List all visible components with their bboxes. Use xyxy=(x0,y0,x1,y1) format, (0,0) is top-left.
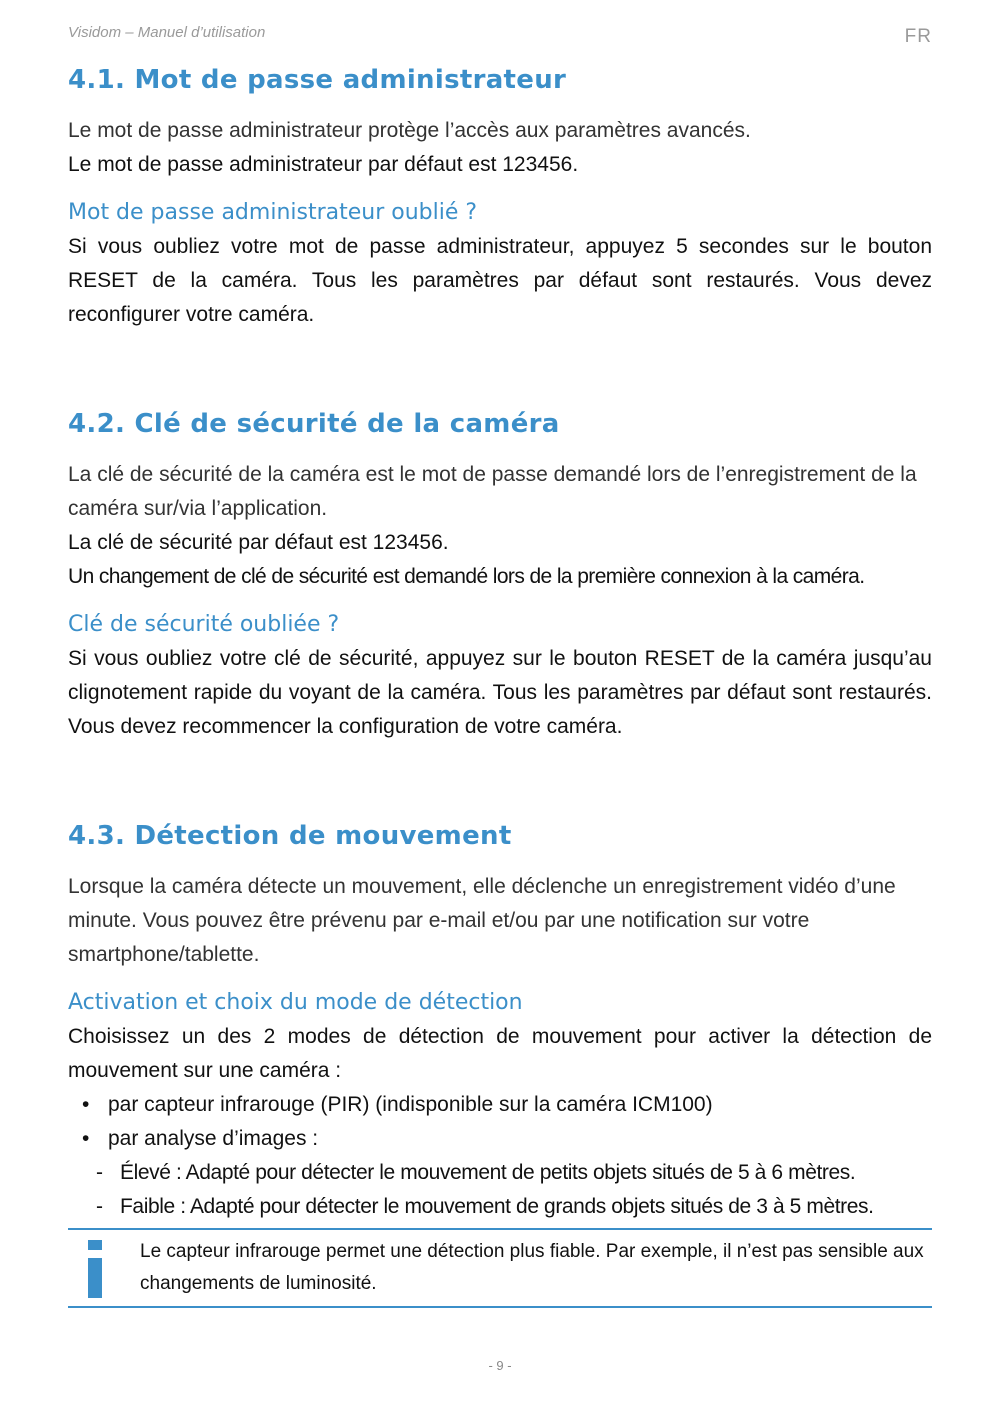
detection-mode-text: Choisissez un des 2 modes de détection de mouvement pour activer la détection de mouvement sur une caméra : xyxy=(68,1025,932,1082)
subsection-title-security-key-forgotten: Clé de sécurité oubliée ? xyxy=(68,612,340,637)
subsection-title-admin-password-forgotten: Mot de passe administrateur oublié ? xyxy=(68,200,478,225)
document-title: Visidom – Manuel d’utilisation xyxy=(68,24,266,41)
security-key-intro: La clé de sécurité de la caméra est le mot de passe demandé lors de l’enregistrement de la caméra sur/via l’application. xyxy=(68,463,917,520)
image-analysis-levels xyxy=(68,1156,932,1224)
motion-detection-intro: Lorsque la caméra détecte un mouvement, elle déclenche un enregistrement vidéo d’une minute. Vous pouvez être prévenu par e-mail et/ou par une notification sur votre smartphone/tablette. xyxy=(68,875,896,966)
security-key-forgotten-text: Si vous oubliez votre clé de sécurité, appuyez sur le bouton RESET de la caméra jusqu’au clignotement rapide du voyant de la caméra. Tous les paramètres par défaut sont restaurés. Vous devez recommencer la configuration de votre caméra. xyxy=(68,647,932,738)
section-title-motion-detection: 4.3. Détection de mouvement xyxy=(68,821,512,851)
bullet-icon: • xyxy=(82,1093,90,1116)
list-item: • par capteur infrarouge (PIR) (indisponible sur la caméra ICM100) xyxy=(68,1088,932,1122)
info-icon xyxy=(88,1240,102,1298)
bullet-icon: • xyxy=(82,1127,90,1150)
admin-password-default: Le mot de passe administrateur par défaut est 123456. xyxy=(68,153,579,176)
section-title-admin-password: 4.1. Mot de passe administrateur xyxy=(68,65,567,95)
security-key-change: Un changement de clé de sécurité est demandé lors de la première connexion à la caméra. xyxy=(68,565,865,588)
dash-icon: - xyxy=(96,1195,103,1218)
section-title-security-key: 4.2. Clé de sécurité de la caméra xyxy=(68,409,560,439)
security-key-default: La clé de sécurité par défaut est 123456. xyxy=(68,531,449,554)
page-number: - 9 - xyxy=(488,1358,512,1373)
info-note-text: Le capteur infrarouge permet une détection plus fiable. Par exemple, il n’est pas sensible aux changements de luminosité. xyxy=(140,1241,924,1294)
subsection-title-detection-mode: Activation et choix du mode de détection xyxy=(68,990,523,1015)
detection-mode-list xyxy=(68,1088,932,1156)
page-content xyxy=(68,60,932,1308)
info-note xyxy=(68,1228,932,1308)
dash-icon: - xyxy=(96,1161,103,1184)
admin-password-intro: Le mot de passe administrateur protège l’accès aux paramètres avancés. xyxy=(68,119,751,142)
list-item: • par analyse d’images : xyxy=(68,1122,932,1156)
list-item: - Faible : Adapté pour détecter le mouvement de grands objets situés de 3 à 5 mètres. xyxy=(68,1190,932,1224)
language-code: FR xyxy=(904,26,932,47)
admin-password-forgotten-text: Si vous oubliez votre mot de passe administrateur, appuyez 5 secondes sur le bouton RESET de la caméra. Tous les paramètres par défaut sont restaurés. Vous devez reconfigurer votre caméra. xyxy=(68,235,932,326)
list-item: - Élevé : Adapté pour détecter le mouvement de petits objets situés de 5 à 6 mètres. xyxy=(68,1156,932,1190)
